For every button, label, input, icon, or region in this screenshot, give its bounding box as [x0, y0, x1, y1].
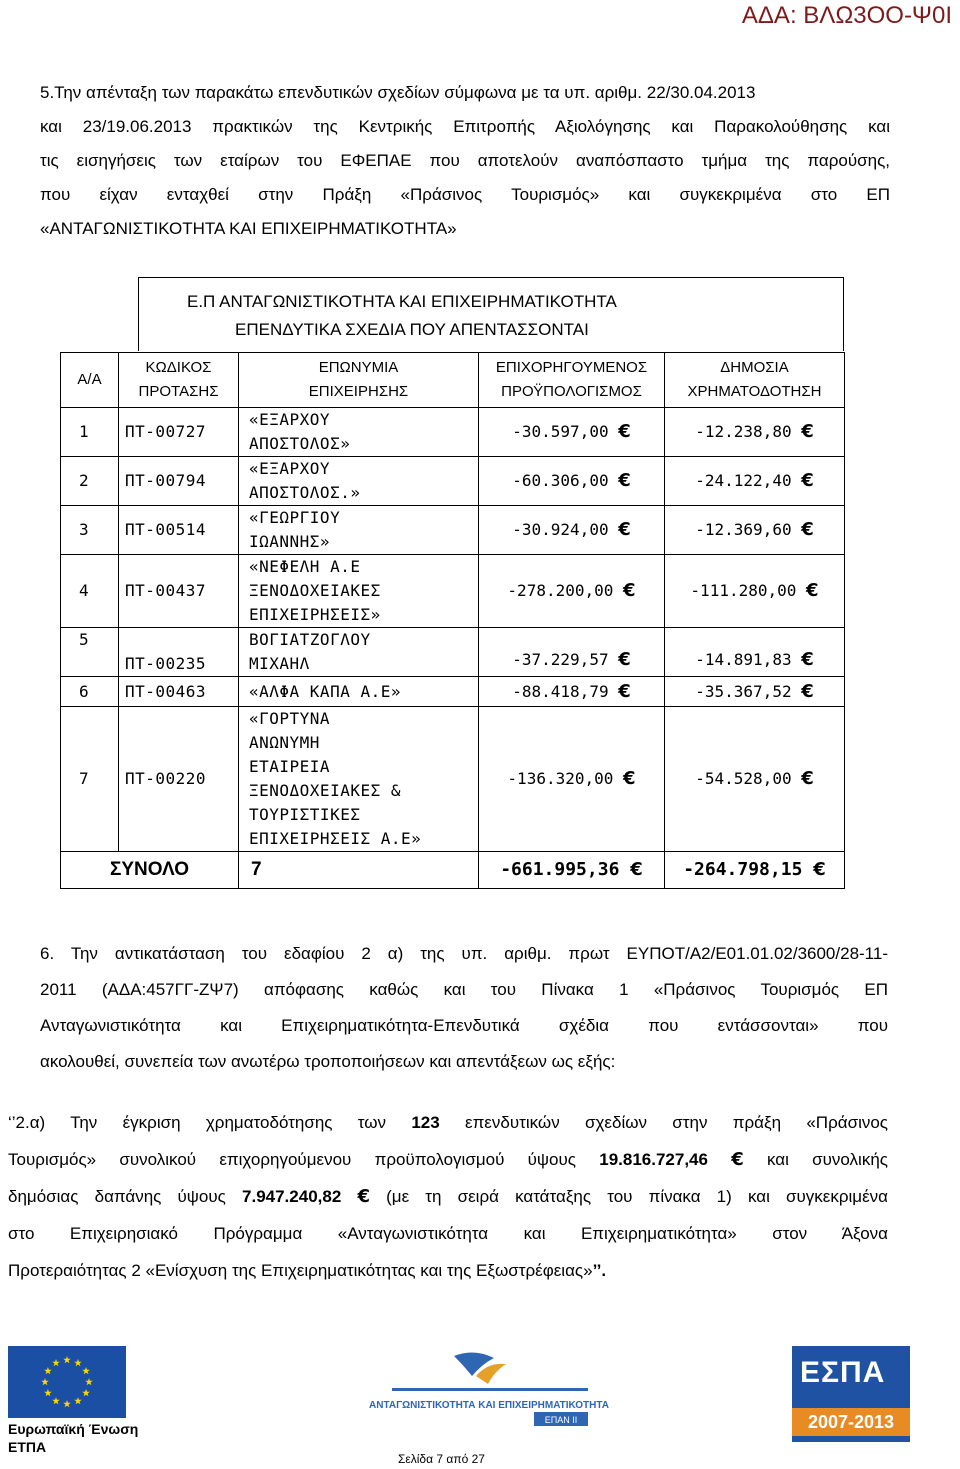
row-public: -111.280,00 € — [665, 555, 845, 628]
table-row — [61, 506, 845, 555]
row-aa: 5 — [61, 628, 119, 677]
row-name: ΒΟΓΙΑΤΖΟΓΛΟΥ ΜΙΧΑΗΛ — [239, 628, 479, 677]
eu-star — [44, 1367, 52, 1374]
row-name: «ΕΞΑΡΧΟΥ ΑΠΟΣΤΟΛΟΣ» — [239, 408, 479, 457]
page-number: Σελίδα 7 από 27 — [398, 1452, 485, 1466]
row-budget: -37.229,57 € — [479, 628, 665, 677]
table-row — [61, 457, 845, 506]
row-public: -54.528,00 € — [665, 707, 845, 852]
p5-line: 5.Την απένταξη των παρακάτω επενδυτικών σχεδίων σύμφωνα με τα υπ. αριθμ. 22/30.04.2013 — [40, 83, 756, 102]
header-name: ΕΠΩΝΥΜΙΑ ΕΠΙΧΕΙΡΗΣΗΣ — [239, 353, 479, 408]
row-aa: 2 — [61, 457, 119, 506]
row-aa: 1 — [61, 408, 119, 457]
table-title-line2: ΕΠΕΝΔΥΤΙΚΑ ΣΧΕΔΙΑ ΠΟΥ ΑΠΕΝΤΑΣΣΟΝΤΑΙ — [235, 320, 589, 339]
row-budget: -136.320,00 € — [479, 707, 665, 852]
header-public: ΔΗΜΟΣΙΑ ΧΡΗΜΑΤΟΔΟΤΗΣΗ — [665, 353, 845, 408]
eu-star — [52, 1359, 60, 1366]
total-count: 7 — [239, 852, 479, 889]
row-budget: -30.597,00 € — [479, 408, 665, 457]
row-public: -12.238,80 € — [665, 408, 845, 457]
p5-line: που είχαν ενταχθεί στην Πράξη «Πράσινος Τουρισμός» και συγκεκριμένα στο ΕΠ — [40, 185, 890, 204]
p2a-line: δημόσιας δαπάνης ύψους 7.947.240,82 € (με τη σειρά κατάταξης του πίνακα 1) και συγκεκριμένα — [8, 1186, 888, 1207]
row-code: ΠΤ-00220 — [119, 707, 239, 852]
p6-line: Ανταγωνιστικότητα και Επιχειρηματικότητα-Επενδυτικά σχέδια που εντάσσονται» που — [40, 1016, 888, 1035]
p6-line: ακολουθεί, συνεπεία των ανωτέρω τροποποιήσεων και απεντάξεων ως εξής: — [40, 1052, 616, 1071]
eu-star — [82, 1389, 90, 1396]
table-title-box — [138, 277, 844, 351]
header-code: ΚΩΔΙΚΟΣ ΠΡΟΤΑΣΗΣ — [119, 353, 239, 408]
row-code: ΠΤ-00514 — [119, 506, 239, 555]
header-budget: ΕΠΙΧΟΡΗΓΟΥΜΕΝΟΣ ΠΡΟΫΠΟΛΟΓΙΣΜΟΣ — [479, 353, 665, 408]
eu-star — [63, 1356, 71, 1363]
eu-star — [52, 1397, 60, 1404]
row-name: «ΓΟΡΤΥΝΑ ΑΝΩΝΥΜΗ ΕΤΑΙΡΕΙΑ ΞΕΝΟΔΟΧΕΙΑΚΕΣ & ΤΟΥΡΙΣΤΙΚΕΣ ΕΠΙΧΕΙΡΗΣΕΙΣ Α.Ε» — [239, 707, 479, 852]
espa-title: ΕΣΠΑ — [800, 1356, 886, 1389]
row-name: «ΓΕΩΡΓΙΟΥ ΙΩΑΝΝΗΣ» — [239, 506, 479, 555]
eu-star — [41, 1378, 49, 1385]
table-row — [61, 408, 845, 457]
eu-stars-icon — [8, 1346, 126, 1418]
p5-line: «ΑΝΤΑΓΩΝΙΣΤΙΚΟΤΗΤΑ ΚΑΙ ΕΠΙΧΕΙΡΗΜΑΤΙΚΟΤΗΤΑ» — [40, 219, 457, 238]
table-header-row — [61, 353, 845, 408]
row-aa: 6 — [61, 677, 119, 707]
row-aa: 3 — [61, 506, 119, 555]
row-public: -24.122,40 € — [665, 457, 845, 506]
row-budget: -60.306,00 € — [479, 457, 665, 506]
table-row — [61, 677, 845, 707]
row-code: ΠΤ-00794 — [119, 457, 239, 506]
row-code: ΠΤ-00727 — [119, 408, 239, 457]
paragraph-5 — [40, 76, 890, 246]
paragraph-6 — [40, 936, 888, 1080]
eu-star — [74, 1359, 82, 1366]
eu-star — [63, 1400, 71, 1407]
row-name: «ΑΛΦΑ ΚΑΠΑ Α.Ε» — [239, 677, 479, 707]
table-total-row — [61, 852, 845, 889]
p2a-line: Τουρισμός» συνολικού επιχορηγούμενου προϋπολογισμού ύψους 19.816.727,46 € και συνολικής — [8, 1149, 888, 1170]
row-aa: 4 — [61, 555, 119, 628]
p2a-line: στο Επιχειρησιακό Πρόγραμμα «Ανταγωνιστικότητα και Επιχειρηματικότητα» στον Άξονα — [8, 1224, 888, 1243]
total-budget: -661.995,36 € — [479, 852, 665, 889]
eu-star — [74, 1397, 82, 1404]
row-public: -35.367,52 € — [665, 677, 845, 707]
espa-years: 2007-2013 — [792, 1408, 910, 1436]
p6-line: 2011 (ΑΔΑ:457ΓΓ-ΖΨ7) απόφασης καθώς και του Πίνακα 1 «Πράσινος Τουρισμός ΕΠ — [40, 980, 888, 999]
row-budget: -30.924,00 € — [479, 506, 665, 555]
row-code: ΠΤ-00463 — [119, 677, 239, 707]
table-title-line1: Ε.Π ΑΝΤΑΓΩΝΙΣΤΙΚΟΤΗΤΑ ΚΑΙ ΕΠΙΧΕΙΡΗΜΑΤΙΚΟΤΗΤΑ — [187, 292, 617, 311]
row-budget: -88.418,79 € — [479, 677, 665, 707]
eu-star — [44, 1389, 52, 1396]
eu-label: Ευρωπαϊκή Ένωση ΕΤΠΑ — [8, 1421, 139, 1455]
header-aa: Α/Α — [61, 353, 119, 408]
espa-logo — [792, 1346, 910, 1442]
eu-star — [82, 1367, 90, 1374]
paragraph-2a — [8, 1104, 888, 1289]
row-name: «ΕΞΑΡΧΟΥ ΑΠΟΣΤΟΛΟΣ.» — [239, 457, 479, 506]
row-name: «ΝΕΦΕΛΗ Α.Ε ΞΕΝΟΔΟΧΕΙΑΚΕΣ ΕΠΙΧΕΙΡΗΣΕΙΣ» — [239, 555, 479, 628]
row-public: -14.891,83 € — [665, 628, 845, 677]
row-aa: 7 — [61, 707, 119, 852]
row-code: ΠΤ-00235 — [119, 628, 239, 677]
p2a-line: Προτεραιότητας 2 «Ενίσχυση της Επιχειρηματικότητας και της Εξωστρέφειας»’’. — [8, 1261, 607, 1280]
ada-code: ΑΔΑ: ΒΛΩ3ΟΟ-Ψ0Ι — [741, 2, 952, 29]
p5-line: και 23/19.06.2013 πρακτικών της Κεντρικής Επιτροπής Αξιολόγησης και Παρακολούθησης και — [40, 117, 890, 136]
table-row — [61, 555, 845, 628]
p5-line: τις εισηγήσεις των εταίρων του ΕΦΕΠΑΕ που αποτελούν αναπόσπαστο τμήμα της παρούσης, — [40, 151, 890, 170]
row-budget: -278.200,00 € — [479, 555, 665, 628]
p6-line: 6. Την αντικατάσταση του εδαφίου 2 α) της υπ. αριθμ. πρωτ ΕΥΠΟΤ/Α2/Ε01.01.02/3600/28-11- — [40, 944, 888, 963]
total-label: ΣΥΝΟΛΟ — [61, 852, 239, 889]
withdrawn-plans-table — [60, 352, 845, 889]
eu-star — [85, 1378, 93, 1385]
table-row — [61, 707, 845, 852]
epan-logo — [369, 1346, 609, 1436]
p2a-line: ‘’2.α) Την έγκριση χρηματοδότησης των 123 επενδυτικών σχεδίων στην πράξη «Πράσινος — [8, 1113, 888, 1132]
total-public: -264.798,15 € — [665, 852, 845, 889]
row-code: ΠΤ-00437 — [119, 555, 239, 628]
epan-logo-text: ΑΝΤΑΓΩΝΙΣΤΙΚΟΤΗΤΑ ΚΑΙ ΕΠΙΧΕΙΡΗΜΑΤΙΚΟΤΗΤΑ — [369, 1400, 609, 1411]
table-row — [61, 628, 845, 677]
row-public: -12.369,60 € — [665, 506, 845, 555]
eu-flag-logo — [8, 1346, 126, 1418]
epan-badge: ΕΠΑΝ ΙΙ — [544, 1415, 578, 1425]
